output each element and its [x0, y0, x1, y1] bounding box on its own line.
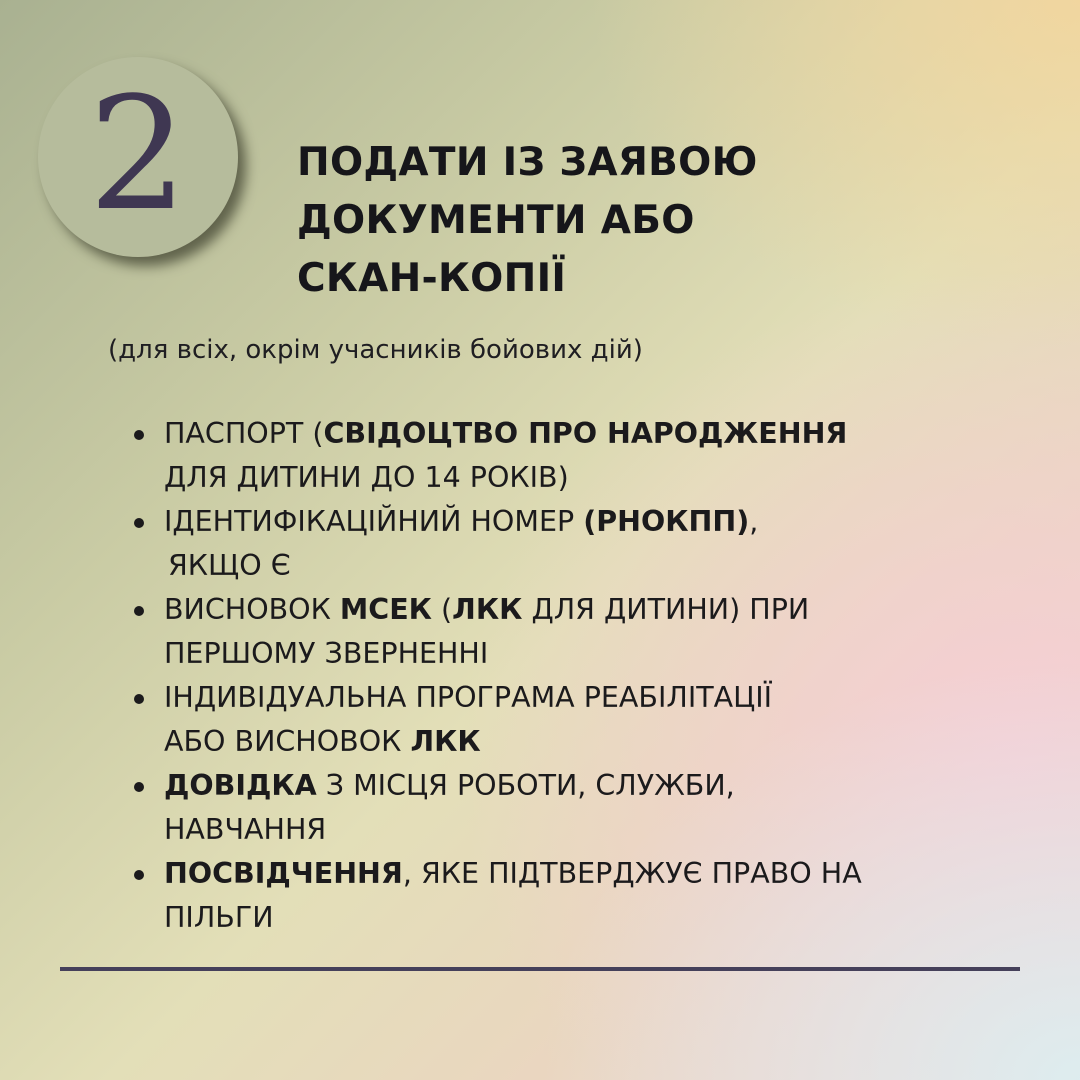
- item-text: ДЛЯ ДИТИНИ) ПРИ: [522, 593, 810, 626]
- list-item-rehab-program: [130, 676, 1030, 764]
- item-text-bold: ЛКК: [410, 725, 481, 758]
- item-text: ІНДИВІДУАЛЬНА ПРОГРАМА РЕАБІЛІТАЦІЇ: [164, 681, 773, 714]
- title-line-1: ПОДАТИ ІЗ ЗАЯВОЮ: [297, 140, 758, 185]
- item-text-bold: ПОСВІДЧЕННЯ: [164, 857, 403, 890]
- item-text: НАВЧАННЯ: [164, 813, 327, 846]
- item-text: ПІЛЬГИ: [164, 901, 274, 934]
- bullet-icon: [134, 694, 144, 704]
- list-item-id-card: [130, 852, 1030, 940]
- item-text: АБО ВИСНОВОК: [164, 725, 411, 758]
- bullet-icon: [134, 606, 144, 616]
- item-text-bold: МСЕК: [339, 593, 432, 626]
- item-text: З МІСЦЯ РОБОТИ, СЛУЖБИ,: [316, 769, 735, 802]
- item-text-bold: ДОВІДКА: [164, 769, 317, 802]
- item-text: , ЯКЕ ПІДТВЕРДЖУЄ ПРАВО НА: [402, 857, 862, 890]
- step-number-badge: [38, 57, 238, 257]
- item-text: ПЕРШОМУ ЗВЕРНЕННІ: [164, 637, 489, 670]
- item-text-bold: СВІДОЦТВО ПРО НАРОДЖЕННЯ: [323, 417, 848, 450]
- title-line-2: ДОКУМЕНТИ АБО: [297, 198, 695, 243]
- item-text: ІДЕНТИФІКАЦІЙНИЙ НОМЕР: [164, 505, 584, 538]
- item-text: ,: [749, 505, 759, 538]
- item-text: ПАСПОРТ (: [164, 417, 324, 450]
- item-text: (: [431, 593, 453, 626]
- page-title: [297, 134, 1017, 308]
- bullet-icon: [134, 518, 144, 528]
- step-number: 2: [88, 63, 188, 245]
- subtitle-note: (для всіх, окрім учасників бойових дій): [108, 335, 643, 365]
- documents-list: [130, 412, 1030, 940]
- bullet-icon: [134, 870, 144, 880]
- bullet-icon: [134, 782, 144, 792]
- item-text: ЯКЩО Є: [168, 549, 291, 582]
- item-text-bold: ЛКК: [452, 593, 523, 626]
- bullet-icon: [134, 430, 144, 440]
- list-item-passport: [130, 412, 1030, 500]
- list-item-certificate: [130, 764, 1030, 852]
- item-text: ВИСНОВОК: [164, 593, 340, 626]
- item-text-bold: (РНОКПП): [583, 505, 750, 538]
- item-text: ДЛЯ ДИТИНИ ДО 14 РОКІВ): [164, 461, 569, 494]
- list-item-tax-id: [130, 500, 1030, 588]
- list-item-msek-conclusion: [130, 588, 1030, 676]
- title-line-3: СКАН-КОПІЇ: [297, 256, 567, 301]
- divider: [60, 967, 1020, 971]
